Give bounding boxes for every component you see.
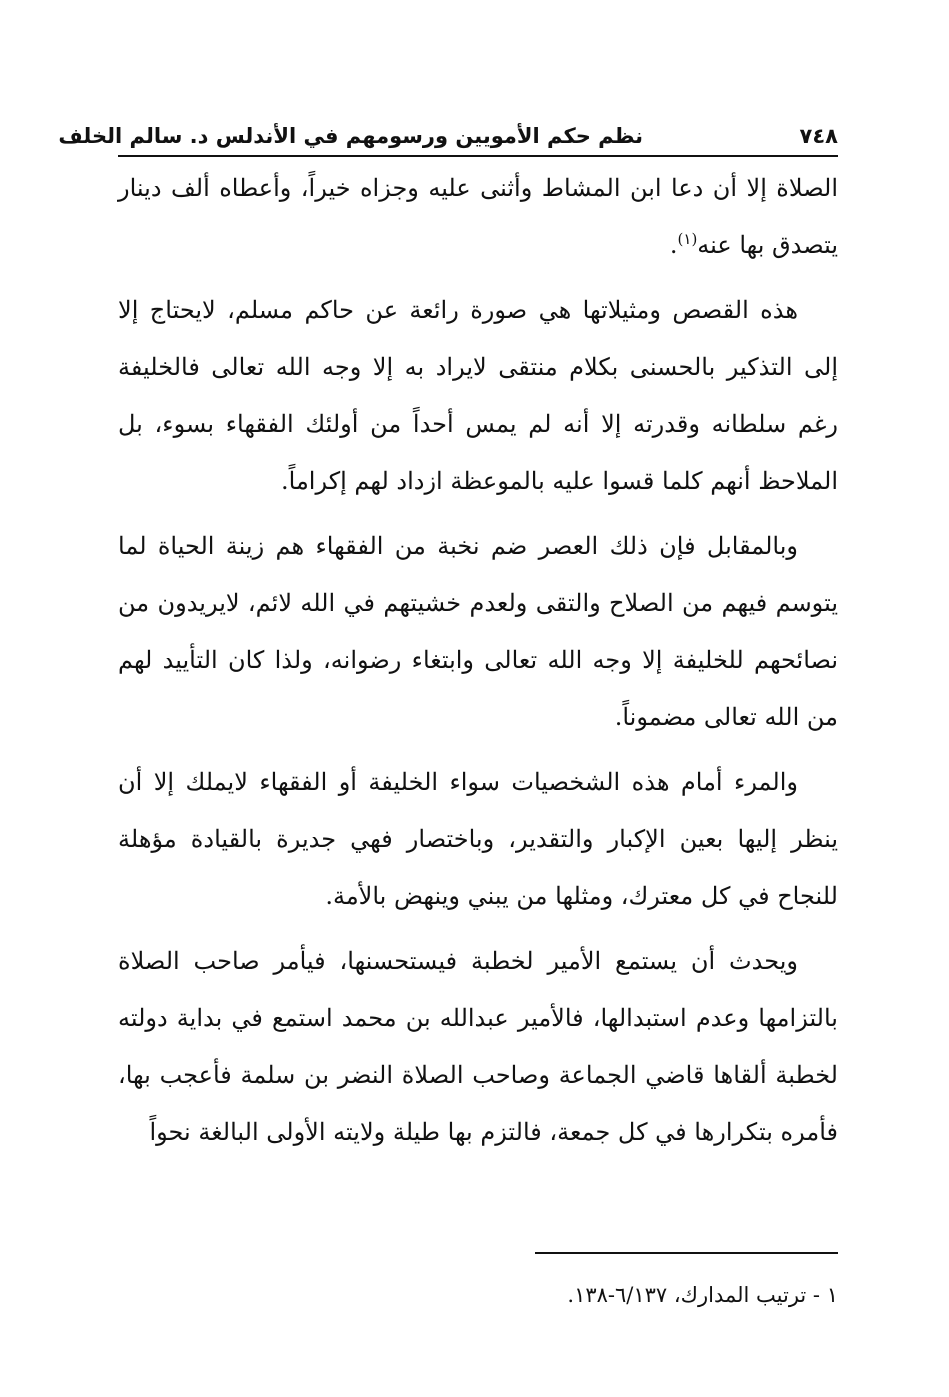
- paragraph-5: ويحدث أن يستمع الأمير لخطبة فيستحسنها، فيأمر صاحب الصلاة بالتزامها وعدم استبدالها، فالأمير عبدالله بن محمد استمع في بداية دولته لخطبة ألقاها قاضي الجماعة وصاحب الصلاة النضر بن سلمة فأعجب بها، فأمره بتكرارها في كل جمعة، فالتزم بها طيلة ولايته الأولى البالغة نحواً: [118, 947, 838, 1146]
- page-number: ٧٤٨: [799, 124, 838, 148]
- paragraph-4: والمرء أمام هذه الشخصيات سواء الخليفة أو الفقهاء لايملك إلا أن ينظر إليها بعين الإكبار والتقدير، وباختصار فهي جديرة بالقيادة مؤهلة للنجاح في كل معترك، ومثلها من يبني وينهض بالأمة.: [118, 768, 838, 910]
- paragraph-1-end: .: [669, 231, 678, 259]
- paragraph-2: هذه القصص ومثيلاتها هي صورة رائعة عن حاكم مسلم، لايحتاج إلا إلى التذكير بالحسنى بكلام منتقى لايراد به إلا وجه الله تعالى فالخليفة رغم سلطانه وقدرته إلا أنه لم يمس أحداً من أولئك الفقهاء بسوء، بل الملاحظ أنهم كلما قسوا عليه بالموعظة ازداد لهم إكراماً.: [118, 296, 838, 495]
- paragraph-1-text: الصلاة إلا أن دعا ابن المشاط وأثنى عليه وجزاه خيراً، وأعطاه ألف دينار يتصدق بها عنه: [118, 174, 838, 259]
- header-divider: [118, 155, 838, 157]
- paragraph-3: وبالمقابل فإن ذلك العصر ضم نخبة من الفقهاء هم زينة الحياة لما يتوسم فيهم من الصلاح والتقى ولعدم خشيتهم في الله لائم، لايريدون من نصائحهم للخليفة إلا وجه الله تعالى وابتغاء رضوانه، ولذا كان التأييد لهم من الله تعالى مضموناً.: [118, 532, 838, 731]
- footnote: ١ - ترتيب المدارك، ٦/١٣٧-١٣٨.: [567, 1283, 838, 1307]
- running-title: نظم حكم الأمويين ورسومهم في الأندلس د. سالم الخلف: [58, 124, 643, 148]
- page-header: [58, 118, 838, 158]
- footnote-divider: [535, 1252, 838, 1254]
- footnote-marker[interactable]: (١): [677, 230, 698, 248]
- paragraph-1: [118, 160, 838, 274]
- main-text: [118, 160, 838, 1169]
